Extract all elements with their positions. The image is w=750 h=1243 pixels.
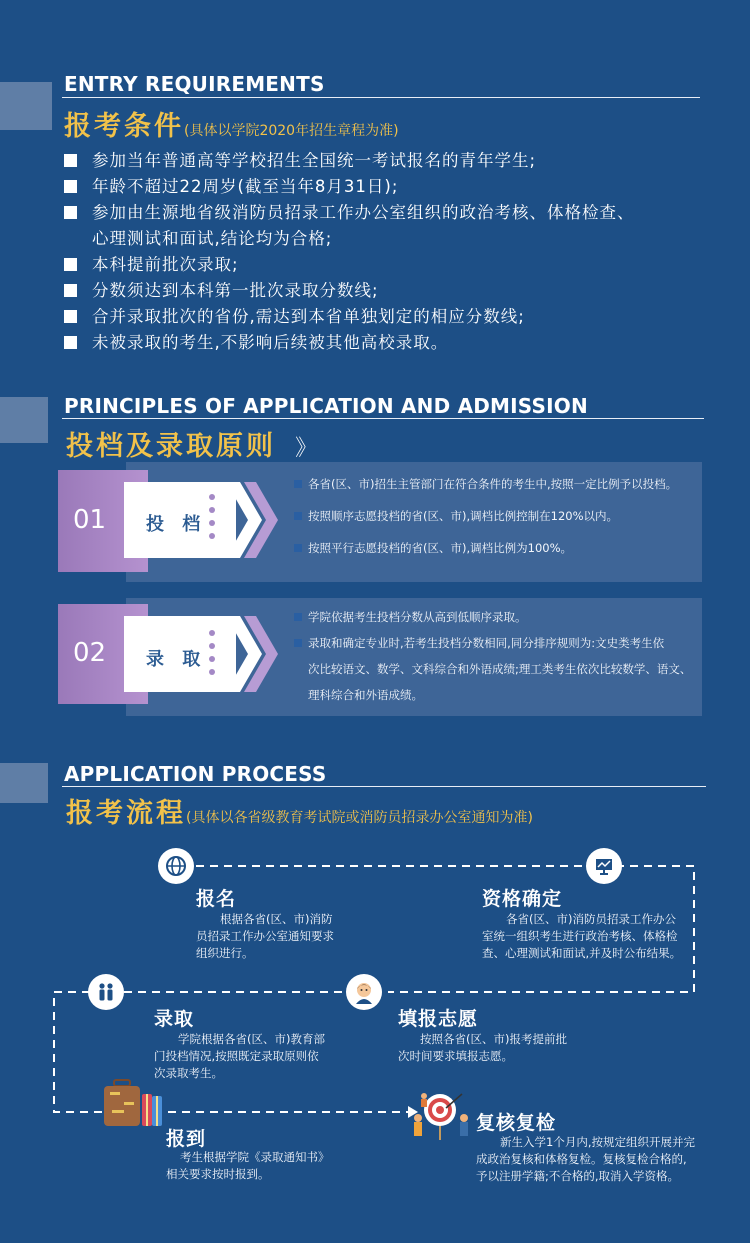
list-item: 参加由生源地省级消防员招录工作办公室组织的政治考核、体格检查、 bbox=[64, 200, 714, 226]
luggage-icon bbox=[100, 1078, 168, 1130]
panel-line: 录取和确定专业时,若考生投档分数相同,同分排序规则为:文史类考生依 bbox=[294, 630, 698, 656]
list-item: 未被录取的考生,不影响后续被其他高校录取。 bbox=[64, 330, 714, 356]
section-title-en: ENTRY REQUIREMENTS bbox=[64, 72, 325, 96]
section-title-cn: 报考条件 bbox=[64, 111, 184, 142]
list-item: 合并录取批次的省份,需达到本省单独划定的相应分数线; bbox=[64, 304, 714, 330]
step-title-admit: 录取 bbox=[154, 1008, 195, 1030]
panel-line: 理科综合和外语成绩。 bbox=[308, 688, 423, 702]
step-desc-report: 考生根据学院《录取通知书》 相关要求按时报到。 bbox=[166, 1150, 330, 1181]
step-desc-recheck: 新生入学1个月内,按规定组织开展并完 成政治复核和体格复检。复核复检合格的, 予以注册学籍;不合格的,取消入学资格。 bbox=[476, 1135, 695, 1183]
step-desc-admit: 学院根据各省(区、市)教育部 门投档情况,按照既定录取原则依 次录取考生。 bbox=[154, 1032, 325, 1080]
list-item-continuation: 心理测试和面试,结论均为合格; bbox=[92, 229, 333, 248]
section-note: (具体以各省级教育考试院或消防员招录办公室通知为准) bbox=[186, 810, 533, 826]
list-item: 分数须达到本科第一批次录取分数线; bbox=[64, 278, 714, 304]
section-title-en: APPLICATION PROCESS bbox=[64, 762, 327, 786]
person-avatar-icon bbox=[346, 974, 382, 1010]
step-desc-volunteer: 按照各省(区、市)报考提前批 次时间要求填报志愿。 bbox=[398, 1032, 567, 1063]
step-title-qualify: 资格确定 bbox=[482, 888, 563, 910]
section-note: (具体以学院2020年招生章程为准) bbox=[184, 123, 399, 139]
panel-line: 学院依据考生投档分数从高到低顺序录取。 bbox=[294, 604, 698, 630]
section-title-en: PRINCIPLES OF APPLICATION AND ADMISSION bbox=[64, 394, 588, 418]
step-title-register: 报名 bbox=[196, 888, 237, 910]
list-item: 年龄不超过22周岁(截至当年8月31日); bbox=[64, 174, 714, 200]
step-title-report: 报到 bbox=[166, 1128, 207, 1150]
panel-line: 次比较语文、数学、文科综合和外语成绩;理工类考生依次比较数学、语文、 bbox=[308, 662, 692, 676]
double-chevron-icon: 》 bbox=[295, 436, 318, 461]
target-team-icon bbox=[410, 1088, 474, 1144]
principle-number-1: 01 bbox=[73, 505, 107, 535]
step-title-recheck: 复核复检 bbox=[476, 1112, 557, 1134]
section-title-cn: 报考流程 bbox=[66, 798, 186, 829]
panel-line: 各省(区、市)招生主管部门在符合条件的考生中,按照一定比例予以投档。 bbox=[294, 468, 698, 500]
step-desc-qualify: 各省(区、市)消防员招录工作办公 室统一组织考生进行政治考核、体格检 查、心理测试和面试,并及时公布结果。 bbox=[482, 912, 682, 960]
list-item: 参加当年普通高等学校招生全国统一考试报名的青年学生; bbox=[64, 148, 714, 174]
section-title-cn: 投档及录取原则 bbox=[66, 431, 276, 462]
step-desc-register: 根据各省(区、市)消防 员招录工作办公室通知要求 组织进行。 bbox=[196, 912, 334, 960]
principle-label-2: 录 取 bbox=[146, 649, 207, 670]
list-item: 本科提前批次录取; bbox=[64, 252, 714, 278]
principle-number-2: 02 bbox=[73, 638, 107, 668]
panel-line: 按照平行志愿投档的省(区、市),调档比例为100%。 bbox=[294, 532, 698, 564]
people-icon bbox=[88, 974, 124, 1010]
principle-label-1: 投 档 bbox=[146, 514, 207, 535]
globe-icon bbox=[158, 848, 194, 884]
presentation-icon bbox=[586, 848, 622, 884]
panel-line: 按照顺序志愿投档的省(区、市),调档比例控制在120%以内。 bbox=[294, 500, 698, 532]
step-title-volunteer: 填报志愿 bbox=[398, 1008, 479, 1030]
